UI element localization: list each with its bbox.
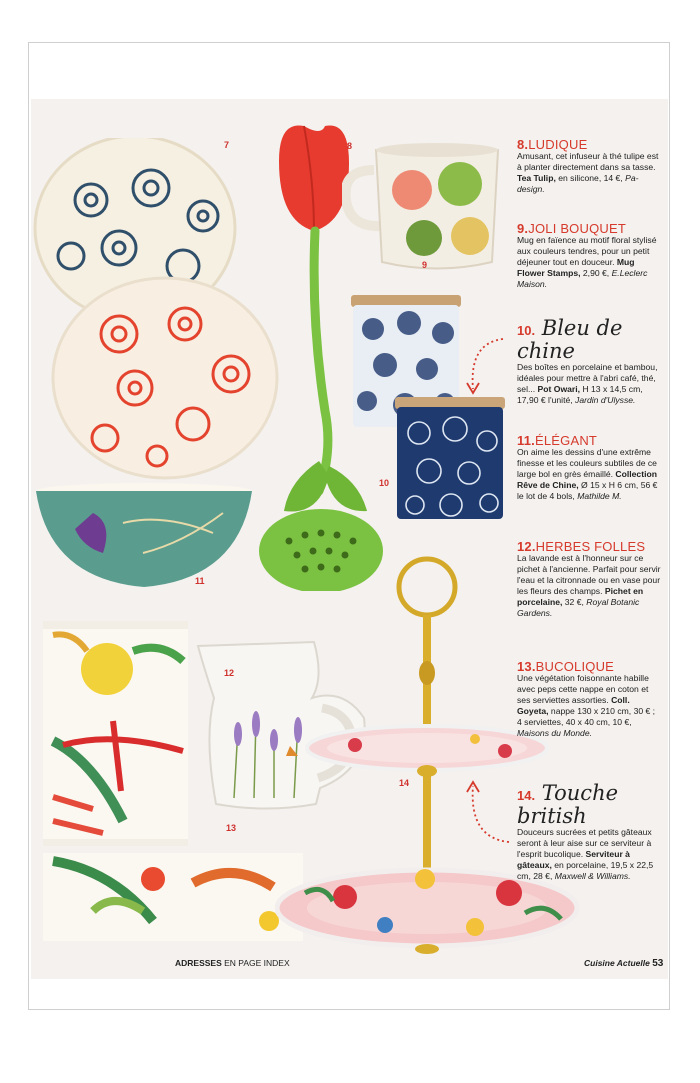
footer-address-rest: EN PAGE INDEX [224, 958, 290, 968]
item-product: Mug Flower Stamps, [517, 257, 635, 278]
magazine-name: Cuisine Actuelle [584, 958, 650, 968]
item-8-ludique [517, 139, 662, 195]
item-title: Bleu de chine [517, 316, 623, 363]
item-number: 13. [517, 659, 536, 674]
footer-address [175, 958, 290, 968]
magazine-page [28, 42, 670, 1010]
item-number: 9. [517, 221, 529, 236]
item-text: La lavande est à l'honneur sur ce pichet à l'ancienne. Parfait pour servir l'eau et la citronnade ou en vase pour les fleurs des champs. [517, 553, 661, 596]
item-9-joli-bouquet [517, 223, 662, 290]
item-details: nappe 130 x 210 cm, 30 € ; 4 serviettes, 40 x 40 cm, 10 €, [517, 706, 656, 727]
item-text: Amusant, cet infuseur à thé tulipe est à planter directement dans sa tasse. [517, 151, 659, 172]
item-store: Royal Botanic Gardens. [517, 597, 640, 618]
photo-number-9: 9 [422, 260, 428, 270]
flower-mug-photo [342, 140, 502, 275]
item-product: Coll. Goyeta, [517, 695, 630, 716]
item-product: Pot Owari, [537, 384, 581, 394]
page-number: 53 [652, 958, 664, 969]
item-store: E.Leclerc Maison. [517, 268, 648, 289]
item-store: Maisons du Monde. [517, 728, 592, 738]
item-text: Une végétation foisonnante habille avec peps cette nappe en coton et ses serviettes assorties. [517, 673, 649, 705]
dotted-arrow-stand [453, 778, 513, 848]
photo-number-14: 14 [399, 778, 410, 788]
dotted-arrow-jars [457, 335, 507, 397]
item-store: Pa-design. [517, 173, 639, 194]
item-title: ÉLÉGANT [534, 433, 598, 448]
item-details: Ø 15 x H 6 cm, 56 € le lot de 4 bols, [517, 480, 658, 501]
item-title: BUCOLIQUE [535, 659, 615, 674]
photo-number-11: 11 [195, 576, 205, 586]
photo-number-8: 8 [347, 141, 353, 151]
item-product: Serviteur à gâteaux, [517, 849, 630, 870]
item-details: en silicone, 14 €, [558, 173, 623, 183]
item-12-herbes-folles [517, 541, 662, 619]
photo-number-13: 13 [226, 823, 237, 833]
item-title: HERBES FOLLES [535, 539, 646, 554]
item-text: On aime les dessins d'une extrême finesse et les couleurs subtiles de ce large bol en grès émaillé. [517, 447, 657, 479]
item-title: LUDIQUE [528, 137, 588, 152]
item-10-bleu-de-chine [517, 318, 662, 406]
footer-address-bold: ADRESSES [175, 958, 222, 968]
item-text: Mug en faïence au motif floral stylisé aux couleurs tendres, pour un petit déjeuner tout en douceur. [517, 235, 657, 267]
item-title: JOLI BOUQUET [528, 221, 626, 236]
porcelain-jars-photo [347, 293, 507, 521]
item-details: en porcelaine, 19,5 x 22,5 cm, 28 €, [517, 860, 654, 881]
photo-number-7: 7 [224, 140, 230, 150]
item-11-elegant [517, 435, 662, 502]
item-number: 12. [517, 539, 536, 554]
item-number: 14. [517, 788, 536, 803]
item-title: Touche british [517, 781, 619, 828]
item-store: Jardin d'Ulysse. [575, 395, 636, 405]
item-details: 32 €, [564, 597, 584, 607]
plates-photo [33, 138, 279, 490]
item-number: 10. [517, 323, 536, 338]
item-product: Pichet en porcelaine, [517, 586, 644, 607]
item-product: Tea Tulip, [517, 173, 556, 183]
napkins-tablecloth-photo [33, 621, 303, 941]
item-13-bucolique [517, 661, 662, 739]
footer-magazine [584, 958, 663, 969]
item-number: 8. [517, 137, 529, 152]
item-14-touche-british [517, 783, 662, 882]
stoneware-bowl-photo [33, 483, 255, 591]
photo-number-10: 10 [379, 478, 390, 488]
item-store: Maxwell & Williams. [554, 871, 631, 881]
item-text: Douceurs sucrées et petits gâteaux seront à leur aise sur ce serviteur à l'esprit bucolique. [517, 827, 652, 859]
item-details: H 13 x 14,5 cm, 17,90 € l'unité, [517, 384, 643, 405]
item-store: Mathilde M. [577, 491, 622, 501]
item-number: 11. [517, 433, 535, 448]
photo-number-12: 12 [224, 668, 235, 678]
item-product: Collection Rêve de Chine, [517, 469, 657, 490]
item-text: Des boîtes en porcelaine et bambou, idéales pour mettre à l'abri café, thé, sel... [517, 362, 658, 394]
item-details: 2,90 €, [582, 268, 610, 278]
